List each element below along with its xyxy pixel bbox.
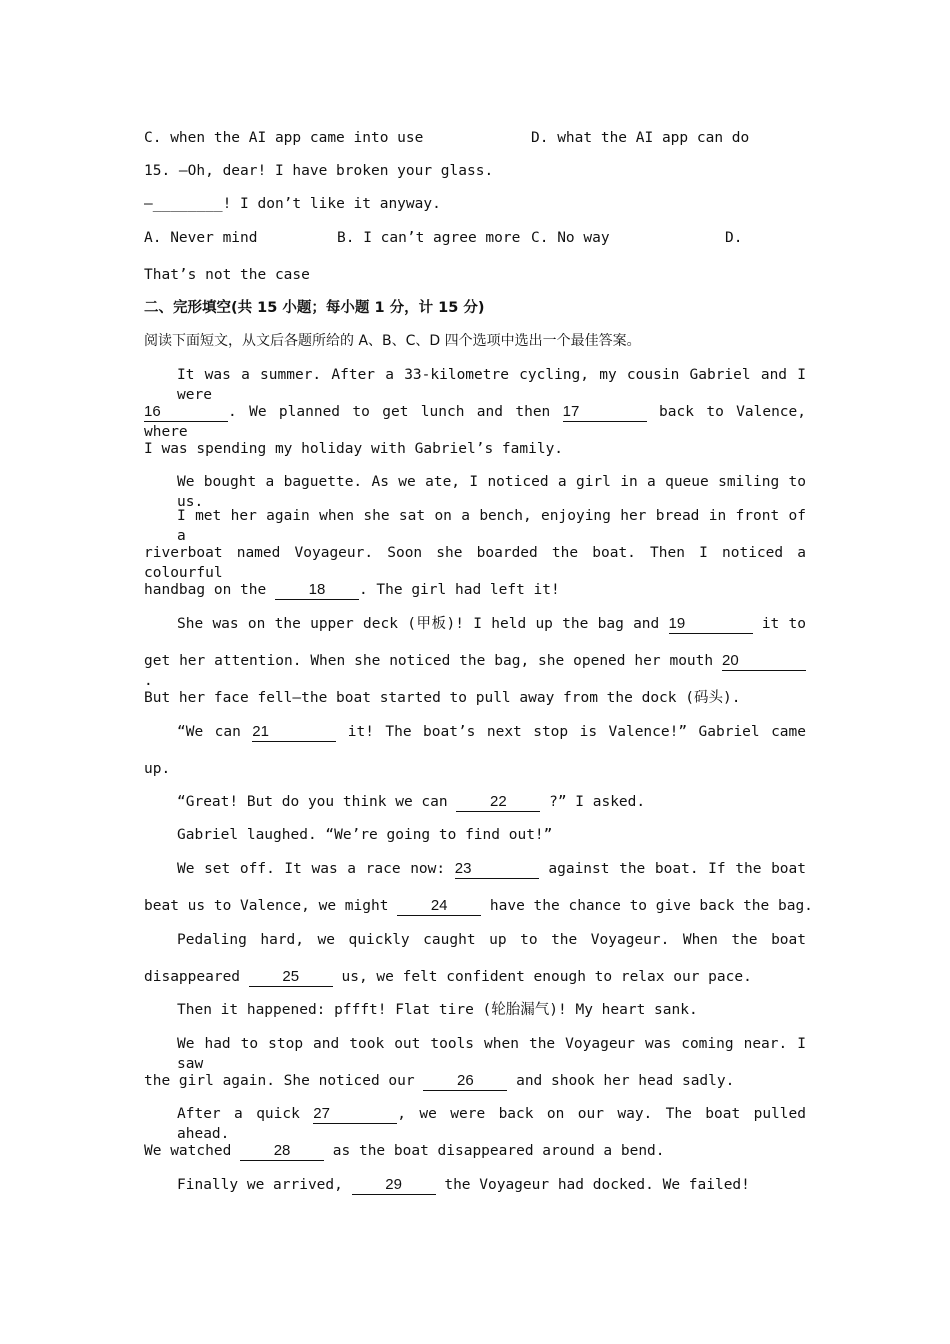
passage-text: Finally we arrived,: [177, 1177, 343, 1193]
passage-text: it! The boat’s next stop is Valence!” Gabriel came: [347, 724, 806, 740]
q15-reply-text: ! I don’t like it anyway.: [222, 196, 441, 212]
passage-text: beat us to Valence, we might: [144, 898, 389, 914]
passage-line: [177, 1104, 806, 1144]
q15-option-b: B. I can’t agree more: [337, 230, 521, 246]
q15-prompt: 15. —Oh, dear! I have broken your glass.: [144, 163, 494, 179]
passage-text: as the boat disappeared around a bend.: [332, 1143, 665, 1159]
passage-text: . The girl had left it!: [358, 582, 560, 598]
section-instruction: 阅读下面短文，从文后各题所给的 A、B、C、D 四个选项中选出一个最佳答案。: [144, 333, 641, 349]
blank-17[interactable]: 17: [563, 403, 647, 422]
passage-text: ?” I asked.: [549, 794, 646, 810]
passage-line: [177, 614, 806, 634]
passage-text: We set off. It was a race now:: [177, 861, 446, 877]
blank-29[interactable]: 29: [352, 1176, 436, 1195]
passage-text: the girl again. She noticed our: [144, 1073, 415, 1089]
q15-option-d-text: That’s not the case: [144, 267, 310, 283]
passage-line: [144, 1071, 806, 1091]
passage-text: .: [144, 673, 153, 689]
passage-text: it to: [761, 616, 807, 632]
blank-27[interactable]: 27: [313, 1105, 397, 1124]
passage-line: We had to stop and took out tools when the Voyageur was coming near. I saw: [177, 1036, 806, 1072]
passage-text: “Great! But do you think we can: [177, 794, 448, 810]
blank-16[interactable]: 16: [144, 403, 228, 422]
passage-text: “We can: [177, 724, 241, 740]
passage-line: [144, 967, 806, 987]
passage-text: the Voyageur had docked. We failed!: [444, 1177, 750, 1193]
q15-option-c: C. No way: [531, 230, 610, 246]
passage-line: Gabriel laughed. “We’re going to find out!”: [177, 827, 553, 843]
blank-25[interactable]: 25: [249, 968, 333, 987]
passage-text: us, we felt confident enough to relax our pace.: [341, 969, 752, 985]
passage-text: , we were back on our way. The boat pulled ahead.: [177, 1106, 806, 1142]
passage-text: After a quick: [177, 1106, 300, 1122]
passage-text: She was on the upper deck (甲板)! I held up the bag and: [177, 616, 660, 632]
passage-line: I met her again when she sat on a bench, enjoying her bread in front of a: [177, 508, 806, 544]
blank-24[interactable]: 24: [397, 897, 481, 916]
passage-line: I was spending my holiday with Gabriel’s family.: [144, 441, 564, 457]
blank-23[interactable]: 23: [455, 860, 539, 879]
passage-line: [177, 722, 806, 742]
passage-line: It was a summer. After a 33-kilometre cycling, my cousin Gabriel and I were: [177, 367, 806, 403]
passage-line: But her face fell—the boat started to pull away from the dock (码头).: [144, 690, 741, 706]
passage-text: get her attention. When she noticed the bag, she opened her mouth: [144, 653, 714, 669]
passage-line: riverboat named Voyageur. Soon she boarded the boat. Then I noticed a colourful: [144, 545, 806, 581]
passage-line: [144, 896, 813, 916]
passage-text: disappeared: [144, 969, 241, 985]
passage-line: [144, 651, 806, 691]
passage-line: Pedaling hard, we quickly caught up to the Voyageur. When the boat: [177, 932, 806, 948]
passage-line: Then it happened: pffft! Flat tire (轮胎漏气)! My heart sank.: [177, 1002, 698, 1018]
passage-text: have the chance to give back the bag.: [489, 898, 813, 914]
passage-text: handbag on the: [144, 582, 267, 598]
passage-text: against the boat. If the boat: [548, 861, 806, 877]
section-title: 二、完形填空(共 15 小题；每小题 1 分，计 15 分): [144, 300, 485, 316]
passage-text: We watched: [144, 1143, 232, 1159]
blank-20[interactable]: 20: [722, 652, 806, 671]
q15-option-d-letter: D.: [725, 230, 743, 246]
passage-line: We bought a baguette. As we ate, I noticed a girl in a queue smiling to us.: [177, 474, 806, 510]
q14-option-c: C. when the AI app came into use: [144, 130, 424, 146]
passage-text: . We planned to get lunch and then: [228, 404, 551, 420]
passage-text: back to Valence, where: [144, 404, 807, 440]
passage-line: [144, 1141, 806, 1161]
passage-line: [177, 1175, 806, 1195]
blank-19[interactable]: 19: [669, 615, 753, 634]
blank-26[interactable]: 26: [423, 1072, 507, 1091]
passage-line: [144, 580, 806, 600]
blank-21[interactable]: 21: [252, 723, 336, 742]
passage-line: [177, 859, 806, 879]
q15-option-a: A. Never mind: [144, 230, 258, 246]
q14-option-d: D. what the AI app can do: [531, 130, 750, 146]
blank-28[interactable]: 28: [240, 1142, 324, 1161]
q15-blank: ________: [152, 196, 223, 212]
blank-18[interactable]: 18: [275, 581, 359, 600]
passage-line: up.: [144, 761, 171, 777]
q15-dash: —: [144, 196, 153, 212]
passage-text: and shook her head sadly.: [516, 1073, 735, 1089]
passage-line: [177, 792, 806, 812]
q15-reply: [144, 194, 806, 214]
passage-line: [144, 402, 806, 442]
blank-22[interactable]: 22: [456, 793, 540, 812]
